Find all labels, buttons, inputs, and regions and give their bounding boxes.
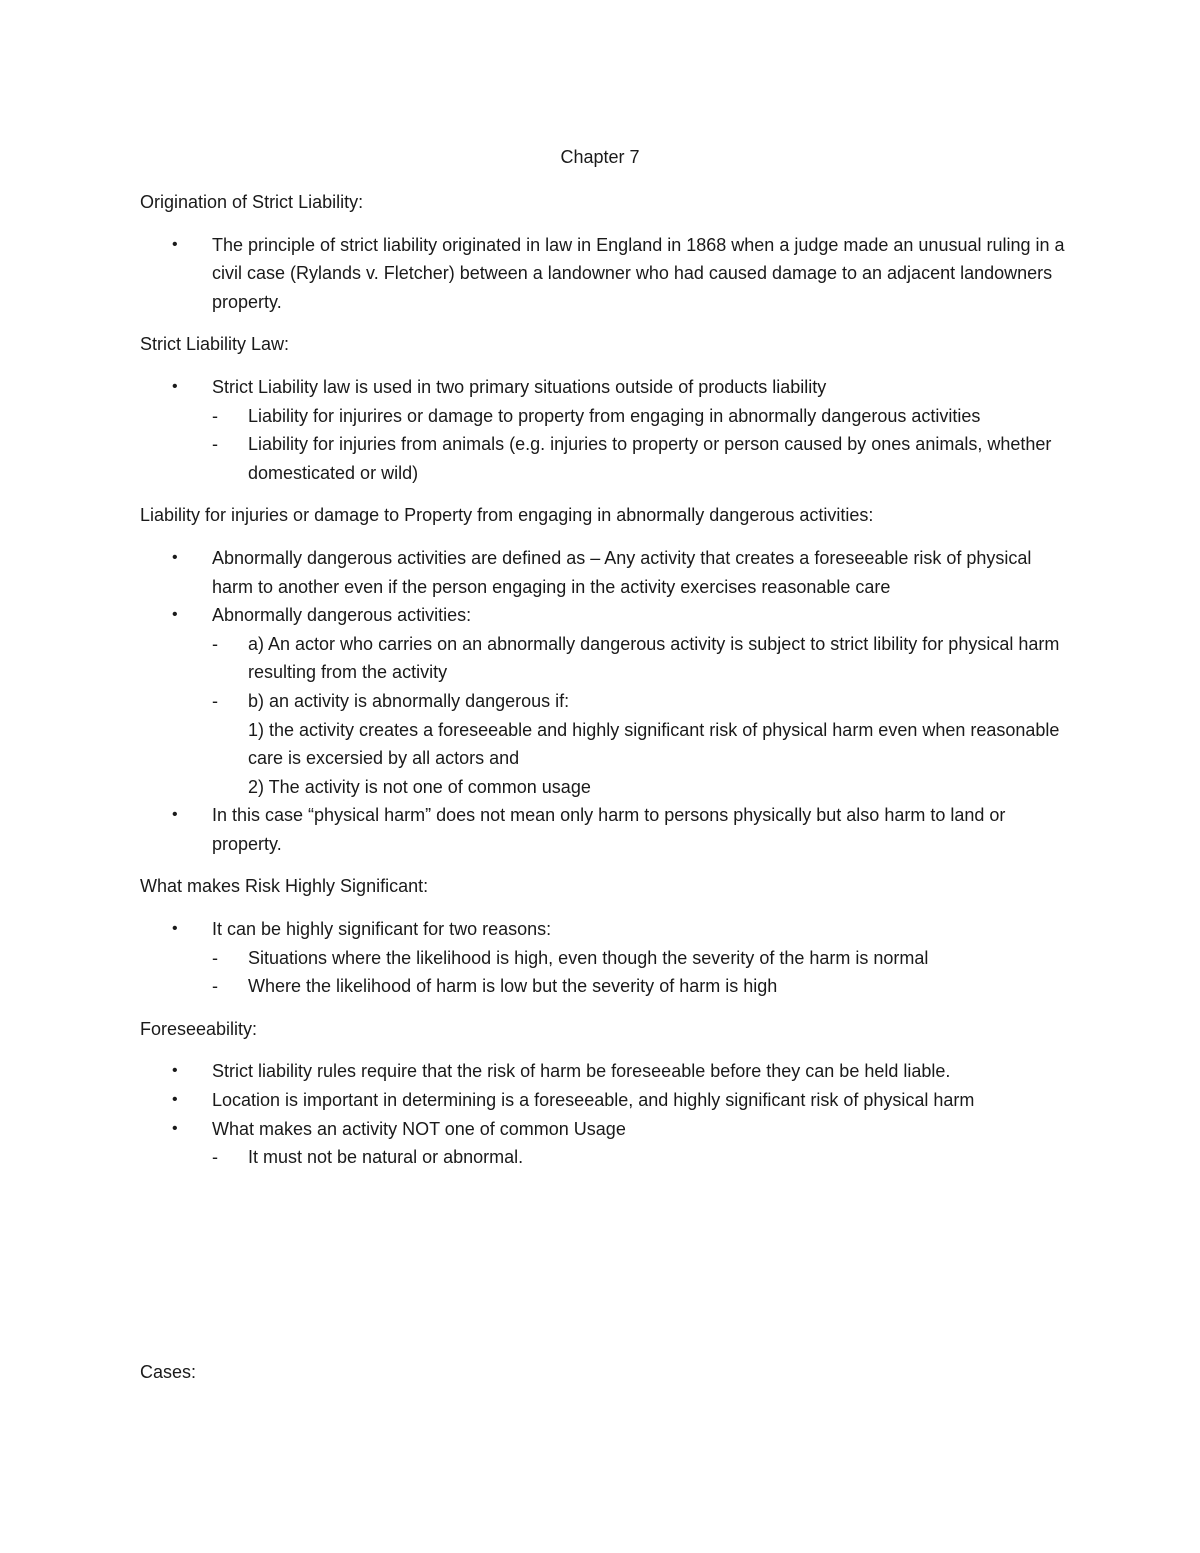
bullet-icon: •: [172, 548, 178, 566]
bullet-item: [140, 1115, 1070, 1172]
section-foreseeability: [140, 1015, 1070, 1172]
bullet-item: [140, 1086, 1070, 1115]
bullet-item: [140, 231, 1070, 317]
bullet-list: [140, 373, 1070, 487]
bullet-icon: •: [172, 1091, 178, 1109]
sub-text: Liability for injuries from animals (e.g. injuries to property or person caused by ones animals, whether domesticated or wild): [248, 434, 1052, 483]
sub-text-criterion-2: 2) The activity is not one of common usage: [248, 776, 591, 797]
bullet-text: In this case “physical harm” does not mean only harm to persons physically but also harm to land or property.: [212, 805, 1006, 854]
sub-item: [212, 430, 1070, 487]
dash-icon: -: [212, 1147, 218, 1168]
sub-text: a) An actor who carries on an abnormally dangerous activity is subject to strict libility for physical harm resulting from the activity: [248, 633, 1060, 683]
page-title: Chapter 7: [560, 147, 640, 167]
bullet-icon: •: [172, 235, 178, 253]
bullet-icon: •: [172, 920, 178, 938]
sub-text: b) an activity is abnormally dangerous if:: [248, 690, 570, 711]
bullet-text: Strict liability rules require that the risk of harm be foreseeable before they can be held liable.: [212, 1061, 951, 1082]
sub-item: [212, 972, 1070, 1001]
section-strict-liability-law: [140, 330, 1070, 487]
sub-text: Liability for injurires or damage to property from engaging in abnormally dangerous activities: [248, 405, 981, 426]
bullet-icon: •: [172, 377, 178, 395]
bullet-icon: •: [172, 606, 178, 624]
bullet-icon: •: [172, 806, 178, 824]
dash-icon: -: [212, 405, 218, 426]
sub-item: [212, 687, 1070, 801]
bullet-item: [140, 915, 1070, 1001]
bullet-item: [140, 601, 1070, 801]
sub-list: [212, 944, 1070, 1001]
bullet-list: [140, 544, 1070, 859]
sub-text: Situations where the likelihood is high, even though the severity of the harm is normal: [248, 947, 929, 968]
bullet-text: Strict Liability law is used in two primary situations outside of products liability: [212, 376, 827, 397]
bullet-text: What makes an activity NOT one of common Usage: [212, 1118, 626, 1139]
bullet-text: Abnormally dangerous activities:: [212, 605, 472, 626]
bullet-list: [140, 231, 1070, 317]
bullet-text: It can be highly significant for two reasons:: [212, 919, 552, 940]
dash-icon: -: [212, 690, 218, 711]
bullet-text: Location is important in determining is a foreseeable, and highly significant risk of physical harm: [212, 1090, 975, 1111]
bullet-item: [140, 801, 1070, 858]
dash-icon: -: [212, 947, 218, 968]
bullet-list: [140, 1057, 1070, 1171]
dash-icon: -: [212, 976, 218, 997]
section-risk-significant: [140, 872, 1070, 1000]
sub-list: [212, 630, 1070, 802]
sub-text: It must not be natural or abnormal.: [248, 1147, 524, 1168]
section-heading: Origination of Strict Liability:: [140, 192, 364, 212]
bullet-icon: •: [172, 1119, 178, 1137]
sub-item: [212, 630, 1070, 687]
sub-list: [212, 402, 1070, 488]
cases-heading: Cases:: [140, 1362, 197, 1382]
section-origination: [140, 188, 1070, 316]
sub-item: [212, 402, 1070, 431]
sub-text: Where the likelihood of harm is low but the severity of harm is high: [248, 976, 778, 997]
bullet-item: [140, 1057, 1070, 1086]
bullet-text: The principle of strict liability originated in law in England in 1868 when a judge made an unusual ruling in a civil case (Rylands v. Fletcher) between a landowner who had caused damage to an adjacent landowners property.: [212, 234, 1065, 312]
sub-list: [212, 1143, 1070, 1172]
section-heading: Foreseeability:: [140, 1018, 258, 1039]
bullet-icon: •: [172, 1062, 178, 1080]
dash-icon: -: [212, 434, 218, 455]
sub-text-criterion-1: 1) the activity creates a foreseeable and highly significant risk of physical harm even when reasonable care is excersied by all actors and: [248, 719, 1060, 769]
sub-item: [212, 944, 1070, 973]
section-abnormally-dangerous: [140, 501, 1070, 858]
bullet-item: [140, 373, 1070, 487]
section-heading: What makes Risk Highly Significant:: [140, 876, 429, 897]
sub-item: [212, 1143, 1070, 1172]
bullet-item: [140, 544, 1070, 601]
section-heading: Strict Liability Law:: [140, 334, 290, 355]
document-body: [140, 188, 1070, 1186]
bullet-text: Abnormally dangerous activities are defined as – Any activity that creates a foreseeable risk of physical harm to another even if the person engaging in the activity exercises reasonable care: [212, 547, 1032, 597]
bullet-list: [140, 915, 1070, 1001]
dash-icon: -: [212, 633, 218, 654]
section-heading: Liability for injuries or damage to Property from engaging in abnormally dangerous activities:: [140, 505, 874, 526]
